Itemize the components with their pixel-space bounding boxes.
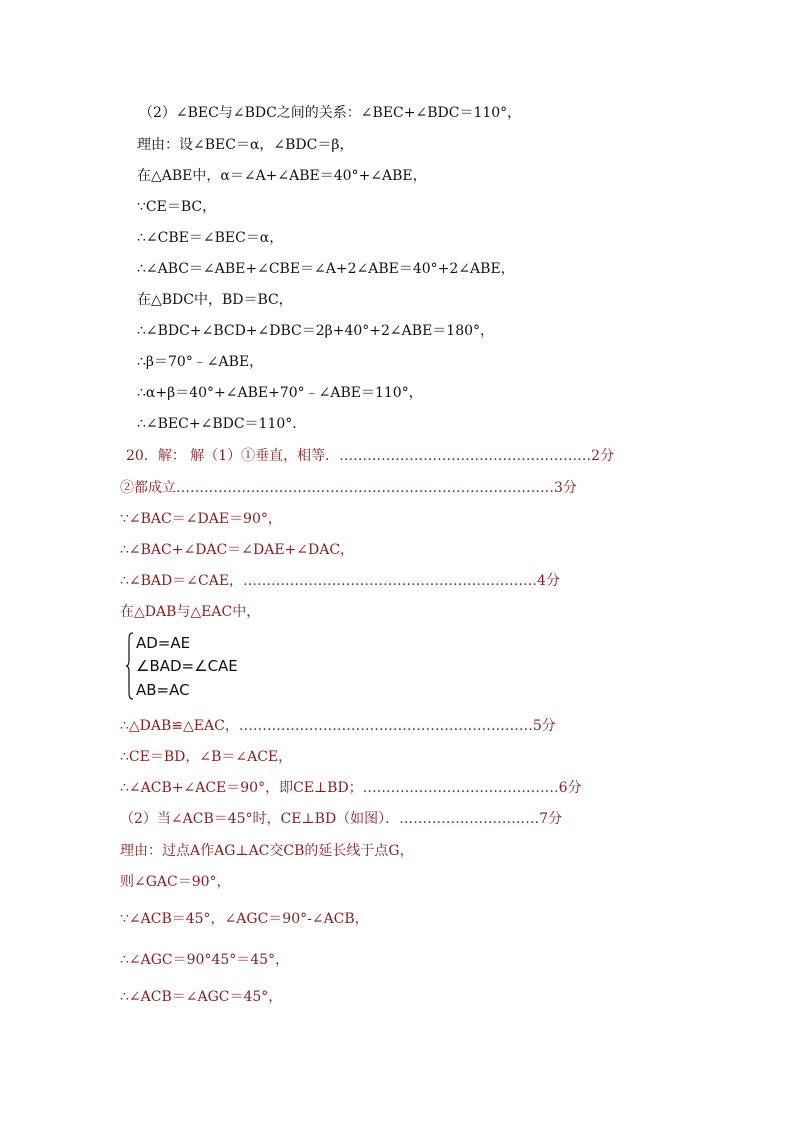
text-line: ∴∠BDC+∠BCD+∠DBC＝2β+40°+2∠ABE＝180°， [137,323,495,339]
text-line: 在△ABE中，α＝∠A+∠ABE＝40°+∠ABE， [137,168,427,184]
text-line: ∴∠ABC＝∠ABE+∠CBE＝∠A+2∠ABE＝40°+2∠ABE， [137,261,515,277]
text-line: ∴∠BAC+∠DAC＝∠DAE+∠DAC， [120,542,355,558]
text-line: ∵∠BAC＝∠DAE＝90°， [120,511,282,527]
q20-heading: 20．解： 解（1）①垂直，相等．………………………………………………2分 [126,448,615,464]
text-line: 理由：过点A作AG⊥AC交CB的延长线于点G， [120,843,414,859]
system-equation: AD=AE [136,634,191,652]
text-line: ∴CE＝BD，∠B＝∠ACE， [120,749,293,765]
text-line: ∵∠ACB＝45°，∠AGC＝90°-∠ACB， [120,911,369,927]
text-line: 则∠GAC＝90°， [120,874,231,890]
text-line: 在△BDC中，BD＝BC， [137,292,293,308]
system-equation: ∠BAD=∠CAE [136,657,238,675]
text-line: ∴△DAB≌△EAC，………………………………………………………5分 [120,718,556,734]
text-line: ∴∠ACB+∠ACE＝90°，即CE⊥BD；……………………………………6分 [120,780,582,796]
system-equation: AB=AC [136,681,190,699]
text-line: ∴α+β＝40°+∠ABE+70°﹣∠ABE＝110°， [137,385,423,401]
text-line: ∴∠AGC＝90°45°＝45°， [120,952,290,968]
text-line: （2）∠BEC与∠BDC之间的关系：∠BEC+∠BDC＝110°， [139,105,522,121]
text-line: ∵CE＝BC， [137,199,217,215]
text-line: ②都成立………………………………………………………………………3分 [120,480,577,496]
text-line: ∴∠CBE＝∠BEC＝α， [137,230,284,246]
text-line: 理由：设∠BEC＝α，∠BDC＝β， [137,137,354,153]
text-line: 在△DAB与△EAC中， [120,604,261,620]
text-line: ∴∠BAD＝∠CAE，………………………………………………………4分 [120,573,560,589]
text-line: ∴β＝70°﹣∠ABE， [137,354,264,370]
text-line: ∴∠ACB＝∠AGC＝45°， [120,989,283,1005]
text-line: ∴∠BEC+∠BDC＝110°． [137,416,307,432]
brace-icon [126,632,134,700]
text-line: （2）当∠ACB＝45°时，CE⊥BD（如图）．…………………………7分 [120,811,563,827]
